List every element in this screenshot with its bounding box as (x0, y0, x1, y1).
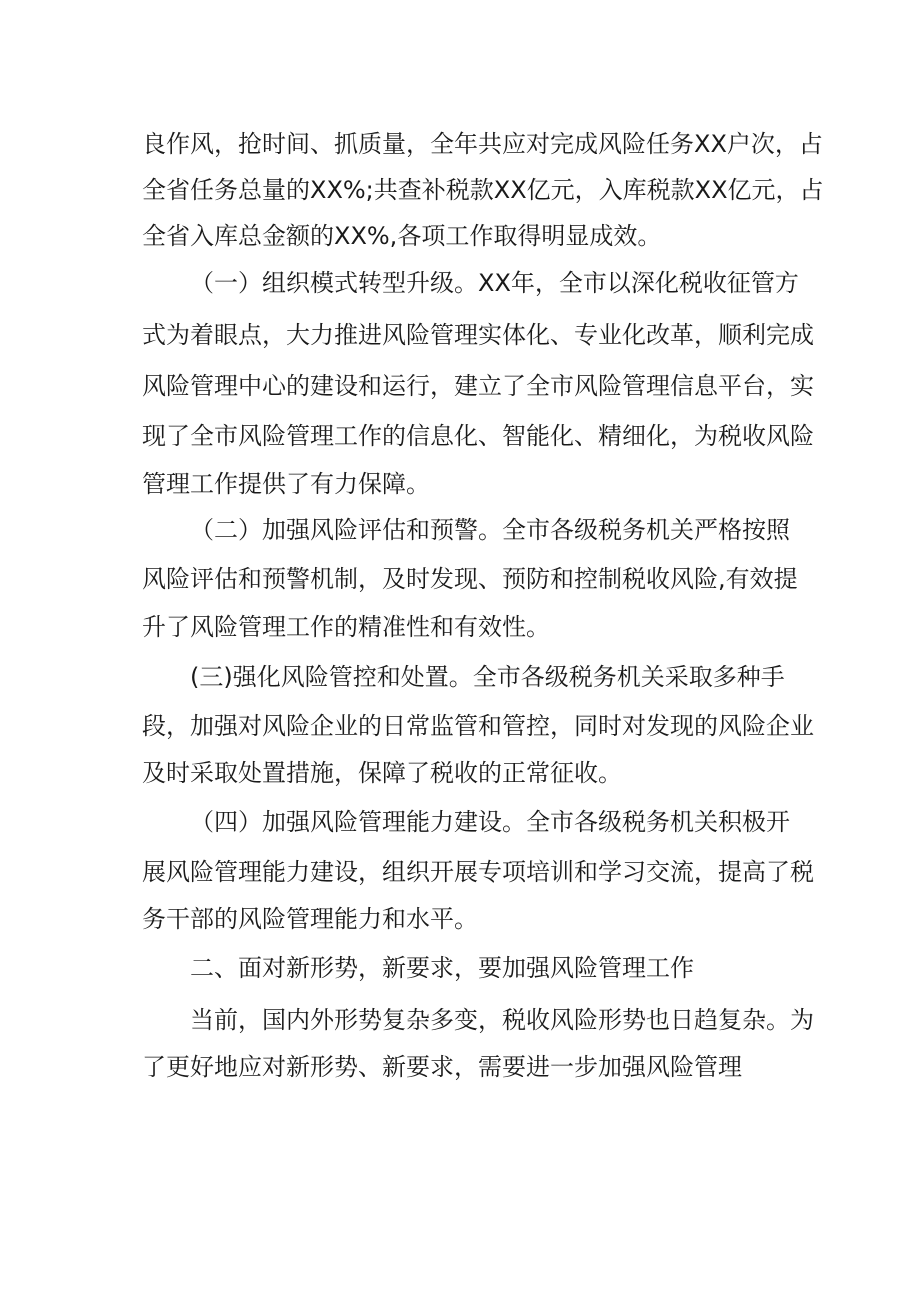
section-3-heading-line: (三)强化风险管控和处置。全市各级税务机关采取多种手 (190, 663, 785, 691)
text-line: 及时采取处置措施，保障了税收的正常征收。 (142, 759, 622, 787)
section-4-heading-line: （四）加强风险管理能力建设。全市各级税务机关积极开 (190, 808, 790, 836)
text-line: 风险管理中心的建设和运行，建立了全市风险管理信息平台，实 (142, 372, 814, 400)
text-line: 展风险管理能力建设，组织开展专项培训和学习交流，提高了税 (142, 858, 814, 886)
text-line: 管理工作提供了有力保障。 (142, 470, 430, 498)
text-line: 段，加强对风险企业的日常监管和管控，同时对发现的风险企业 (142, 712, 814, 740)
text-line: 全省任务总量的XX%;共查补税款XX亿元，入库税款XX亿元，占 (142, 176, 824, 204)
text-line: 现了全市风险管理工作的信息化、智能化、精细化，为税收风险 (142, 422, 814, 450)
section-2-heading-line: （二）加强风险评估和预警。全市各级税务机关严格按照 (190, 516, 790, 544)
section-1-heading-line: （一）组织模式转型升级。XX年，全市以深化税收征管方 (190, 269, 799, 297)
text-line: 式为着眼点，大力推进风险管理实体化、专业化改革，顺利完成 (142, 321, 814, 349)
text-line: 了更好地应对新形势、新要求，需要进一步加强风险管理 (142, 1053, 742, 1081)
text-line: 全省入库总金额的XX%,各项工作取得明显成效。 (142, 222, 662, 250)
text-line: 升了风险管理工作的精准性和有效性。 (142, 613, 550, 641)
text-line: 当前，国内外形势复杂多变，税收风险形势也日趋复杂。为 (190, 1006, 814, 1034)
text-line: 良作风，抢时间、抓质量，全年共应对完成风险任务XX户次，占 (142, 130, 823, 158)
section-heading-two: 二、面对新形势，新要求，要加强风险管理工作 (190, 954, 694, 982)
text-line: 风险评估和预警机制，及时发现、预防和控制税收风险,有效提 (142, 565, 798, 593)
text-line: 务干部的风险管理能力和水平。 (142, 905, 478, 933)
